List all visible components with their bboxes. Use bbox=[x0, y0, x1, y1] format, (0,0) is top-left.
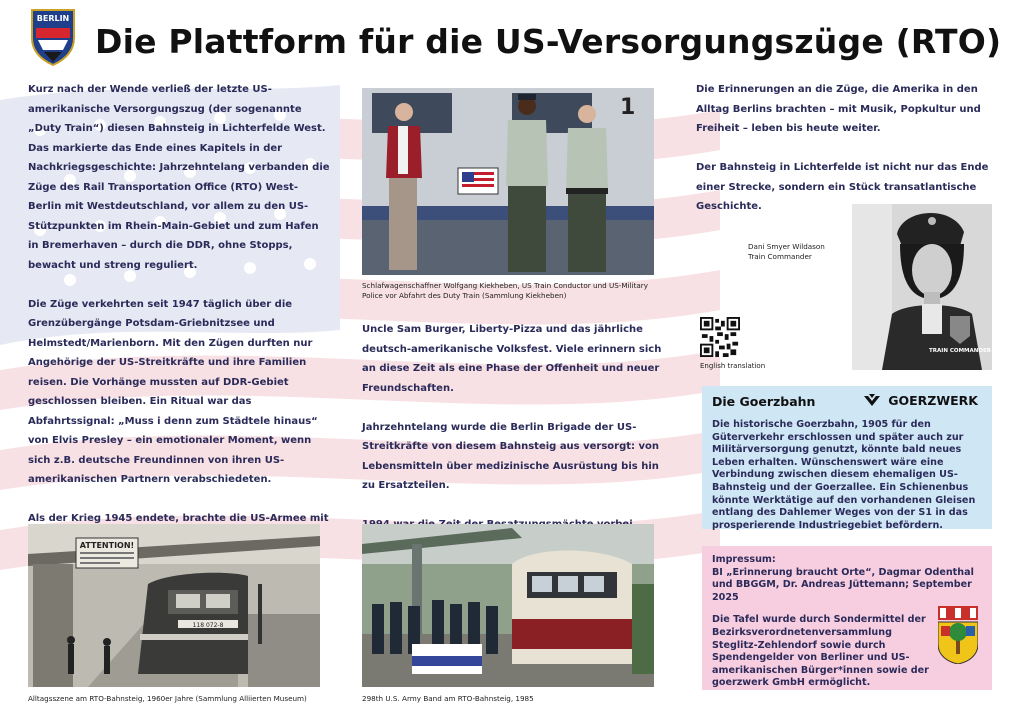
photo-duty-train-staff bbox=[362, 88, 654, 275]
photo-train-commander-portrait-image bbox=[852, 204, 992, 370]
steglitz-zehlendorf-coat-of-arms-icon bbox=[938, 606, 978, 664]
photo-loco-number: 118 072-8 bbox=[192, 622, 224, 629]
portrait-name: Dani Smyer Wildason bbox=[748, 242, 825, 251]
column-2-paragraph-2: Jahrzehntelang wurde die Berlin Brigade der US-Streitkräfte von diesem Bahnsteig aus versorgt: von Lebensmitteln über medizinische Ausrüstung bis hin zu Ersatzteilen. bbox=[362, 421, 660, 491]
photo-duty-train-staff-image bbox=[362, 88, 654, 275]
impressum-box bbox=[702, 546, 992, 690]
goerzwerk-logo bbox=[862, 393, 978, 408]
photo-car-number: 1 bbox=[620, 95, 636, 120]
photo-sign-text: ATTENTION! bbox=[79, 541, 135, 550]
column-2-paragraph-1: Uncle Sam Burger, Liberty-Pizza und das jährliche deutsch-amerikanische Volksfest. Viele erinnern sich an diese Zeit als eine Phase der Offenheit und neuer Freundschaften. bbox=[362, 324, 662, 394]
badge-text: BERLIN bbox=[36, 14, 70, 23]
caption-army-band-1985: 298th U.S. Army Band am RTO-Bahnsteig, 1985 bbox=[362, 694, 534, 703]
column-1-paragraph-3: Als der Krieg 1945 endete, brachte die US-Armee mit bbox=[28, 513, 329, 524]
photo-army-band-1985 bbox=[362, 524, 654, 687]
photo-platform-1960s bbox=[28, 524, 320, 687]
column-3-paragraph-1: Die Erinnerungen an die Züge, die Amerika in den Alltag Berlins brachten – mit Musik, Popkultur und Freiheit – leben bis heute weiter. bbox=[696, 84, 981, 134]
page-title: Die Plattform für die US-Versorgungszüge (RTO) bbox=[95, 22, 1002, 61]
info-box-title: Die Goerzbahn bbox=[712, 394, 816, 409]
goerzwerk-brand-text: GOERZWERK bbox=[888, 393, 978, 408]
impressum-line-2: Die Tafel wurde durch Sondermittel der Bezirksverordnetenversammlung Steglitz-Zehlendorf sowie durch Spendengelder von Berliner und US-amerikanischen Bürger*innen sowie der goerzwerk GmbH ermöglicht. bbox=[712, 614, 929, 689]
photo-platform-1960s-image bbox=[28, 524, 320, 687]
caption-duty-train-staff: Schlafwagenschaffner Wolfgang Kiekheben, US Train Conductor und US-Military Police vor Abfahrt des Duty Train (Sammlung Kiekheben) bbox=[362, 281, 649, 300]
column-3-paragraph-2: Der Bahnsteig in Lichterfelde ist nicht nur das Ende einer Strecke, sondern ein Stück transatlantische Geschichte. bbox=[696, 162, 989, 212]
column-1-paragraph-2: Die Züge verkehrten seit 1947 täglich über die Grenzübergänge Potsdam-Griebnitzsee und Helmstedt/Marienborn. Mit den Zügen durften nur Angehörige der US-Streitkräfte und ihre Familien reisen. Die Vorhänge mussten auf DDR-Gebiet geschlossen bleiben. Ein Ritual war das Abfahrtssignal: „Muss i denn zum Städtele hinaus“ von Elvis Presley – ein emotionaler Moment, wenn sich z.B. deutsche Freundinnen von ihren US-amerikanischen Partnern verabschiedeten. bbox=[28, 298, 318, 485]
berlin-shield-badge bbox=[30, 8, 76, 66]
portrait-patch-text: TRAIN COMMANDER bbox=[929, 348, 991, 354]
photo-army-band-1985-image bbox=[362, 524, 654, 687]
goerzwerk-logo-icon bbox=[862, 394, 882, 408]
info-box-body: Die historische Goerzbahn, 1905 für den Güterverkehr erschlossen und später auch zur Militärversorgung genutzt, könnte bald neues Leben erhalten. Wünschenswert wäre eine Verbindung zwischen diesem ehemaligen US-Bahnsteig und der Goerzallee. Ein Schienenbus könnte Werktätige auf den vorhandenen Gleisen entlang des Dahlemer Weges von der S1 in das prosperierende Industriegebiet befördern. bbox=[712, 419, 976, 531]
portrait-caption bbox=[748, 242, 848, 262]
goerzbahn-info-box bbox=[702, 386, 992, 529]
impressum-line-1: BI „Erinnerung braucht Orte“, Dagmar Odenthal und BBGGM, Dr. Andreas Jüttemann; September 2025 bbox=[712, 566, 974, 603]
column-1-paragraph-1: Kurz nach der Wende verließ der letzte US-amerikanische Versorgungszug (der sogenannte „Duty Train“) diesen Bahnsteig in Lichterfelde West. Das markierte das Ende eines Kapitels in der Nachkriegsgeschichte: Jahrzehntelang verbanden die Züge des Rail Transportation Office (RTO) West-Berlin mit Westdeutschland, vor allem zu den US-Stützpunkten im Rhein-Main-Gebiet und zum Hafen in Bremerhaven – durch die DDR, ohne Stopps, bewacht und streng reguliert. bbox=[28, 84, 330, 271]
qr-code-label: English translation bbox=[700, 362, 766, 370]
qr-code-icon[interactable] bbox=[700, 317, 740, 357]
photo-train-commander-portrait bbox=[852, 204, 992, 370]
portrait-role: Train Commander bbox=[748, 252, 812, 261]
impressum-heading: Impressum: bbox=[712, 554, 776, 565]
caption-platform-1960s: Alltagsszene am RTO-Bahnsteig, 1960er Jahre (Sammlung Alliierten Museum) bbox=[28, 694, 307, 703]
